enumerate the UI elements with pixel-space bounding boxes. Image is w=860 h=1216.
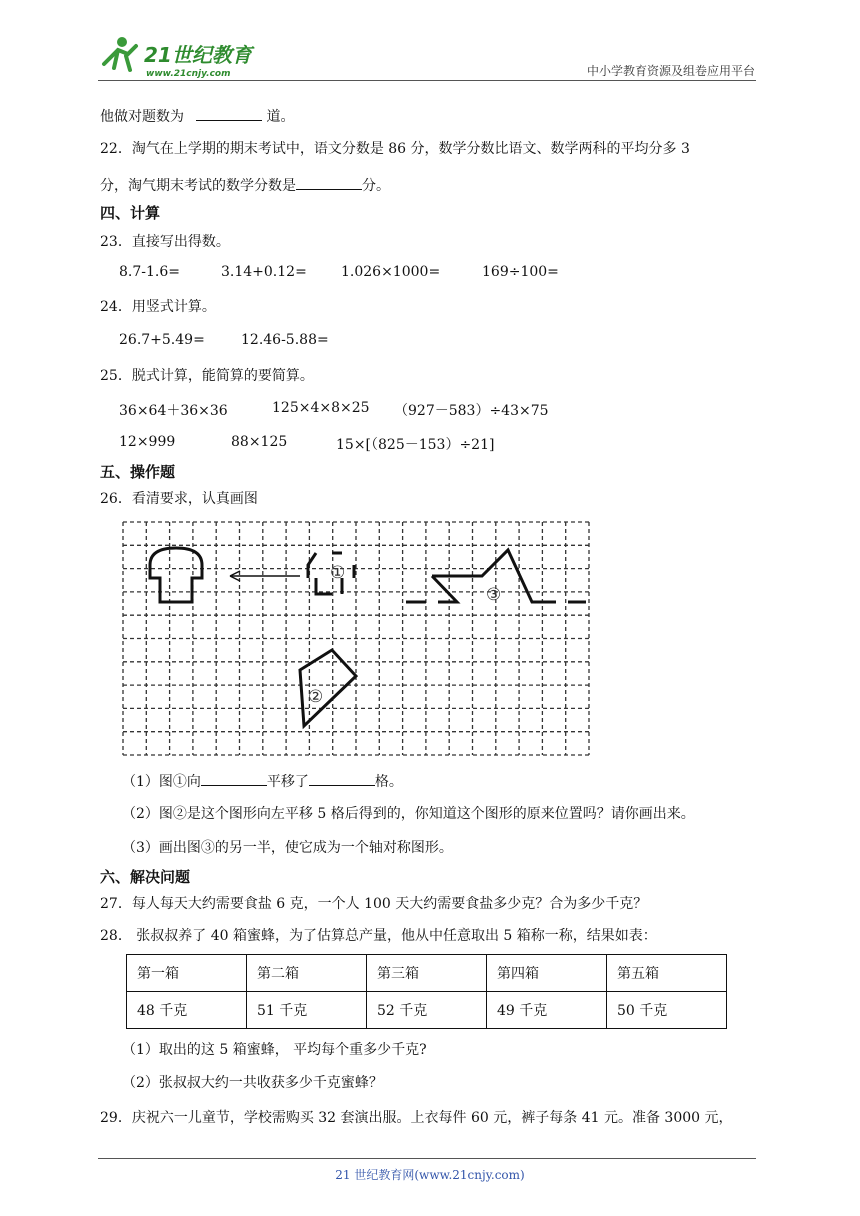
dashed-grid (123, 522, 589, 755)
q23-expr: 8.7-1.6= (119, 264, 180, 280)
table-cell: 48 千克 (127, 992, 247, 1029)
q28-table (126, 954, 727, 1029)
footer-text: 21 世纪教育网(www.21cnjy.com) (335, 1168, 525, 1182)
q26-sub2: （2）图②是这个图形向左平移 5 格后得到的，你知道这个图形的原来位置吗？请你画出来。 (122, 806, 695, 822)
header-platform-text: 中小学教育资源及组卷应用平台 (586, 64, 755, 78)
q26-sub1-text: （1）图①向 (122, 774, 201, 790)
section-5-heading: 五、操作题 (100, 463, 176, 481)
table-header-row (127, 955, 727, 992)
q25-expr: 88×125 (231, 434, 288, 450)
q21-blank (196, 106, 262, 121)
table-cell: 第一箱 (127, 955, 247, 992)
q26-blank-direction (201, 771, 267, 786)
q25-expr: （927－583）÷43×75 (394, 403, 549, 419)
table-cell: 49 千克 (487, 992, 607, 1029)
q27-text: 27．每人每天大约需要食盐 6 克，一个人 100 天大约需要食盐多少克？合为多少千克？ (100, 896, 648, 912)
table-cell: 52 千克 (367, 992, 487, 1029)
table-cell: 第五箱 (607, 955, 727, 992)
table-cell: 50 千克 (607, 992, 727, 1029)
section-4-heading: 四、计算 (100, 204, 161, 222)
q26-blank-count (309, 771, 375, 786)
q26-sub1-end: 格。 (374, 774, 403, 790)
table-cell: 第四箱 (487, 955, 607, 992)
q22-blank (296, 175, 362, 190)
q28-sub2: （2）张叔叔大约一共收获多少千克蜜蜂？ (122, 1075, 383, 1091)
section-6-heading: 六、解决问题 (100, 868, 191, 886)
q26-sub1 (122, 771, 403, 792)
q25-expr: 36×64＋36×36 (119, 403, 228, 419)
q21-after: 道。 (266, 109, 295, 125)
q26-title: 26．看清要求，认真画图 (100, 491, 258, 507)
q28-title: 28． 张叔叔养了 40 箱蜜蜂，为了估算总产量，他从中任意取出 5 箱称一称，结果如表： (100, 928, 657, 944)
table-row (127, 992, 727, 1029)
logo-url: www.21cnjy.com (146, 69, 231, 79)
q29-text: 29．庆祝六一儿童节，学校需购买 32 套演出服。上衣每件 60 元，裤子每条 41 元。准备 3000 元， (100, 1110, 733, 1126)
table-cell: 第三箱 (367, 955, 487, 992)
q22-line2 (100, 175, 390, 196)
figure-3-label: ③ (486, 585, 502, 605)
q24-title: 24．用竖式计算。 (100, 299, 216, 315)
q23-expr: 169÷100= (482, 264, 559, 280)
footer-divider (98, 1158, 756, 1159)
q26-sub1-mid: 平移了 (266, 774, 309, 790)
q22-after: 分。 (362, 178, 390, 194)
q24-expr: 26.7+5.49= (119, 332, 205, 348)
figure-1-label: ① (330, 563, 346, 583)
q24-expr: 12.46-5.88= (241, 332, 329, 348)
q21-tail (100, 106, 294, 127)
figure-2-label: ② (308, 687, 324, 707)
q25-expr: 12×999 (119, 434, 176, 450)
table-cell: 第二箱 (247, 955, 367, 992)
q26-sub3: （3）画出图③的另一半，使它成为一个轴对称图形。 (122, 840, 453, 856)
q26-grid-figure (120, 520, 590, 760)
table-cell: 51 千克 (247, 992, 367, 1029)
q22-line1: 22．淘气在上学期的期末考试中，语文分数是 86 分，数学分数比语文、数学两科的平均分多 3 (100, 141, 690, 157)
q28-sub1: （1）取出的这 5 箱蜜蜂， 平均每个重多少千克? (122, 1042, 427, 1058)
header-divider (98, 80, 756, 81)
q23-expr: 1.026×1000= (341, 264, 441, 280)
logo-text: 21世纪教育 (144, 43, 252, 67)
mushroom-shape (150, 548, 202, 602)
q25-title: 25．脱式计算，能简算的要简算。 (100, 368, 314, 384)
q25-expr: 125×4×8×25 (272, 400, 370, 416)
logo-21cnjy (96, 34, 261, 80)
q25-expr: 15×[（825－153）÷21] (336, 437, 495, 453)
q23-expr: 3.14+0.12= (221, 264, 307, 280)
q22-text: 分，淘气期末考试的数学分数是 (100, 178, 296, 194)
q23-title: 23．直接写出得数。 (100, 234, 230, 250)
q21-text: 他做对题数为 (100, 109, 184, 125)
